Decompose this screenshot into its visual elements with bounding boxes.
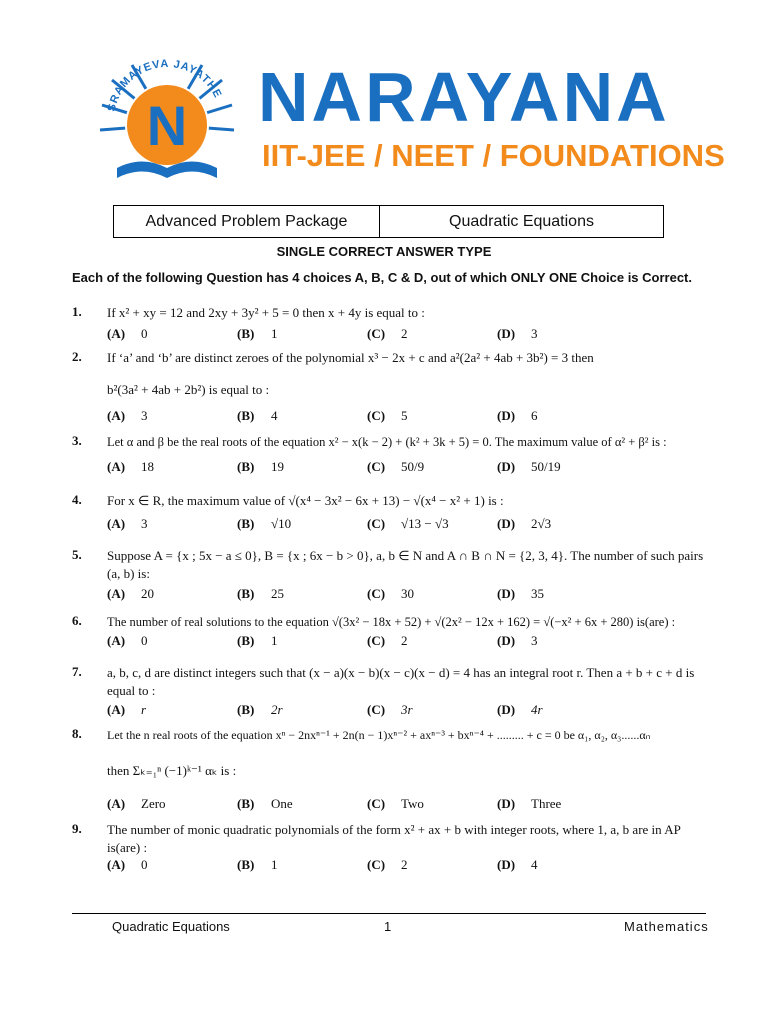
question-text: Let the n real roots of the equation xⁿ − 2nxⁿ⁻¹ + 2n(n − 1)xⁿ⁻² + axⁿ⁻³ + bxⁿ⁻⁴ + ......... + c = 0 be α₁, α₂, α₃......αₙ [107, 728, 651, 742]
option-d: (D) 2√3 [497, 516, 552, 531]
question-text-line-2: b²(3a² + 4ab + 2b²) is equal to : [107, 382, 270, 397]
options-row [107, 408, 707, 426]
option-d: (D) 4 [497, 857, 538, 872]
narayana-logo [92, 50, 242, 200]
option-b: (B) 4 [237, 408, 278, 423]
brand-name: NARAYANA [258, 58, 670, 136]
question-8 [72, 726, 712, 814]
question-text: The number of monic quadratic polynomials of the form x² + ax + b with integer roots, where 1, a, b are in AP is(are) : [107, 822, 681, 855]
question-number: 2. [72, 349, 82, 364]
option-b: (B) 1 [237, 857, 278, 872]
instructions: Each of the following Question has 4 choices A, B, C & D, out of which ONLY ONE Choice is Correct. [72, 270, 692, 285]
option-b: (B) 1 [237, 326, 278, 341]
question-text: The number of real solutions to the equation √(3x² − 18x + 52) + √(2x² − 12x + 162) = √(−x² + 6x + 280) is(are) : [107, 615, 676, 629]
question-2 [72, 349, 712, 429]
option-a: (A) r [107, 702, 147, 717]
logo-letter: N [146, 94, 188, 157]
options-row [107, 702, 707, 720]
option-a: (A) 3 [107, 408, 148, 423]
option-c: (C) 2 [367, 633, 408, 648]
option-a: (A) 18 [107, 459, 154, 474]
options-row [107, 459, 707, 477]
question-7 [72, 664, 712, 720]
question-text: For x ∈ R, the maximum value of √(x⁴ − 3x² − 6x + 13) − √(x⁴ − x² + 1) is : [107, 493, 504, 508]
option-d: (D) Three [497, 796, 562, 811]
question-text: If x² + xy = 12 and 2xy + 3y² + 5 = 0 then x + 4y is equal to : [107, 305, 425, 320]
footer-subject: Mathematics [624, 919, 709, 934]
brand-tagline: IIT-JEE / NEET / FOUNDATIONS [262, 138, 725, 173]
option-c: (C) 3r [367, 702, 413, 717]
question-number: 1. [72, 304, 82, 319]
options-row [107, 516, 707, 534]
question-text: Let α and β be the real roots of the equation x² − x(k − 2) + (k² + 3k + 5) = 0. The maximum value of α² + β² is : [107, 435, 667, 449]
option-d: (D) 50/19 [497, 459, 561, 474]
question-9 [72, 821, 712, 877]
option-d: (D) 35 [497, 586, 544, 601]
option-d: (D) 3 [497, 326, 538, 341]
option-b: (B) 19 [237, 459, 284, 474]
question-number: 8. [72, 726, 82, 741]
package-title: Advanced Problem Package [114, 206, 380, 237]
options-row [107, 796, 707, 814]
logo-motto: SRAMAYEVA JAYATHE [105, 57, 224, 113]
options-row [107, 857, 707, 875]
options-row [107, 633, 707, 651]
question-text: a, b, c, d are distinct integers such that (x − a)(x − b)(x − c)(x − d) = 4 has an integral root r. Then a + b + c + d is equal to : [107, 665, 695, 698]
option-c: (C) 5 [367, 408, 408, 423]
options-row [107, 326, 707, 344]
question-4 [72, 492, 712, 536]
footer-topic: Quadratic Equations [112, 919, 230, 934]
option-c: (C) Two [367, 796, 424, 811]
option-d: (D) 3 [497, 633, 538, 648]
option-a: (A) 0 [107, 857, 148, 872]
question-3 [72, 433, 712, 477]
option-d: (D) 6 [497, 408, 538, 423]
option-b: (B) 2r [237, 702, 283, 717]
option-d: (D) 4r [497, 702, 543, 717]
option-a: (A) 0 [107, 326, 148, 341]
option-c: (C) 2 [367, 857, 408, 872]
option-c: (C) √13 − √3 [367, 516, 449, 531]
header-box [113, 205, 664, 238]
question-text-line-2: then Σₖ₌₁ⁿ (−1)ᵏ⁻¹ αₖ is : [107, 763, 237, 778]
question-6 [72, 613, 712, 653]
option-a: (A) Zero [107, 796, 166, 811]
option-b: (B) One [237, 796, 293, 811]
option-b: (B) 25 [237, 586, 284, 601]
footer-page-number: 1 [384, 919, 392, 934]
question-number: 4. [72, 492, 82, 507]
option-a: (A) 20 [107, 586, 154, 601]
footer-divider [72, 913, 706, 914]
option-c: (C) 30 [367, 586, 414, 601]
question-number: 9. [72, 821, 82, 836]
section-type: SINGLE CORRECT ANSWER TYPE [276, 244, 492, 259]
question-1 [72, 304, 712, 346]
option-b: (B) 1 [237, 633, 278, 648]
option-a: (A) 0 [107, 633, 148, 648]
option-b: (B) √10 [237, 516, 292, 531]
question-number: 5. [72, 547, 82, 562]
question-number: 7. [72, 664, 82, 679]
option-c: (C) 50/9 [367, 459, 425, 474]
options-row [107, 586, 707, 604]
question-number: 3. [72, 433, 82, 448]
question-text: If ‘a’ and ‘b’ are distinct zeroes of the polynomial x³ − 2x + c and a²(2a² + 4ab + 3b²) = 3 then [107, 350, 594, 365]
topic-title: Quadratic Equations [449, 212, 594, 230]
question-5 [72, 547, 712, 603]
question-text: Suppose A = {x ; 5x − a ≤ 0}, B = {x ; 6x − b > 0}, a, b ∈ N and A ∩ B ∩ N = {2, 3, 4}. The number of such pairs (a, b) is: [107, 548, 704, 581]
option-c: (C) 2 [367, 326, 408, 341]
question-number: 6. [72, 613, 82, 628]
option-a: (A) 3 [107, 516, 148, 531]
